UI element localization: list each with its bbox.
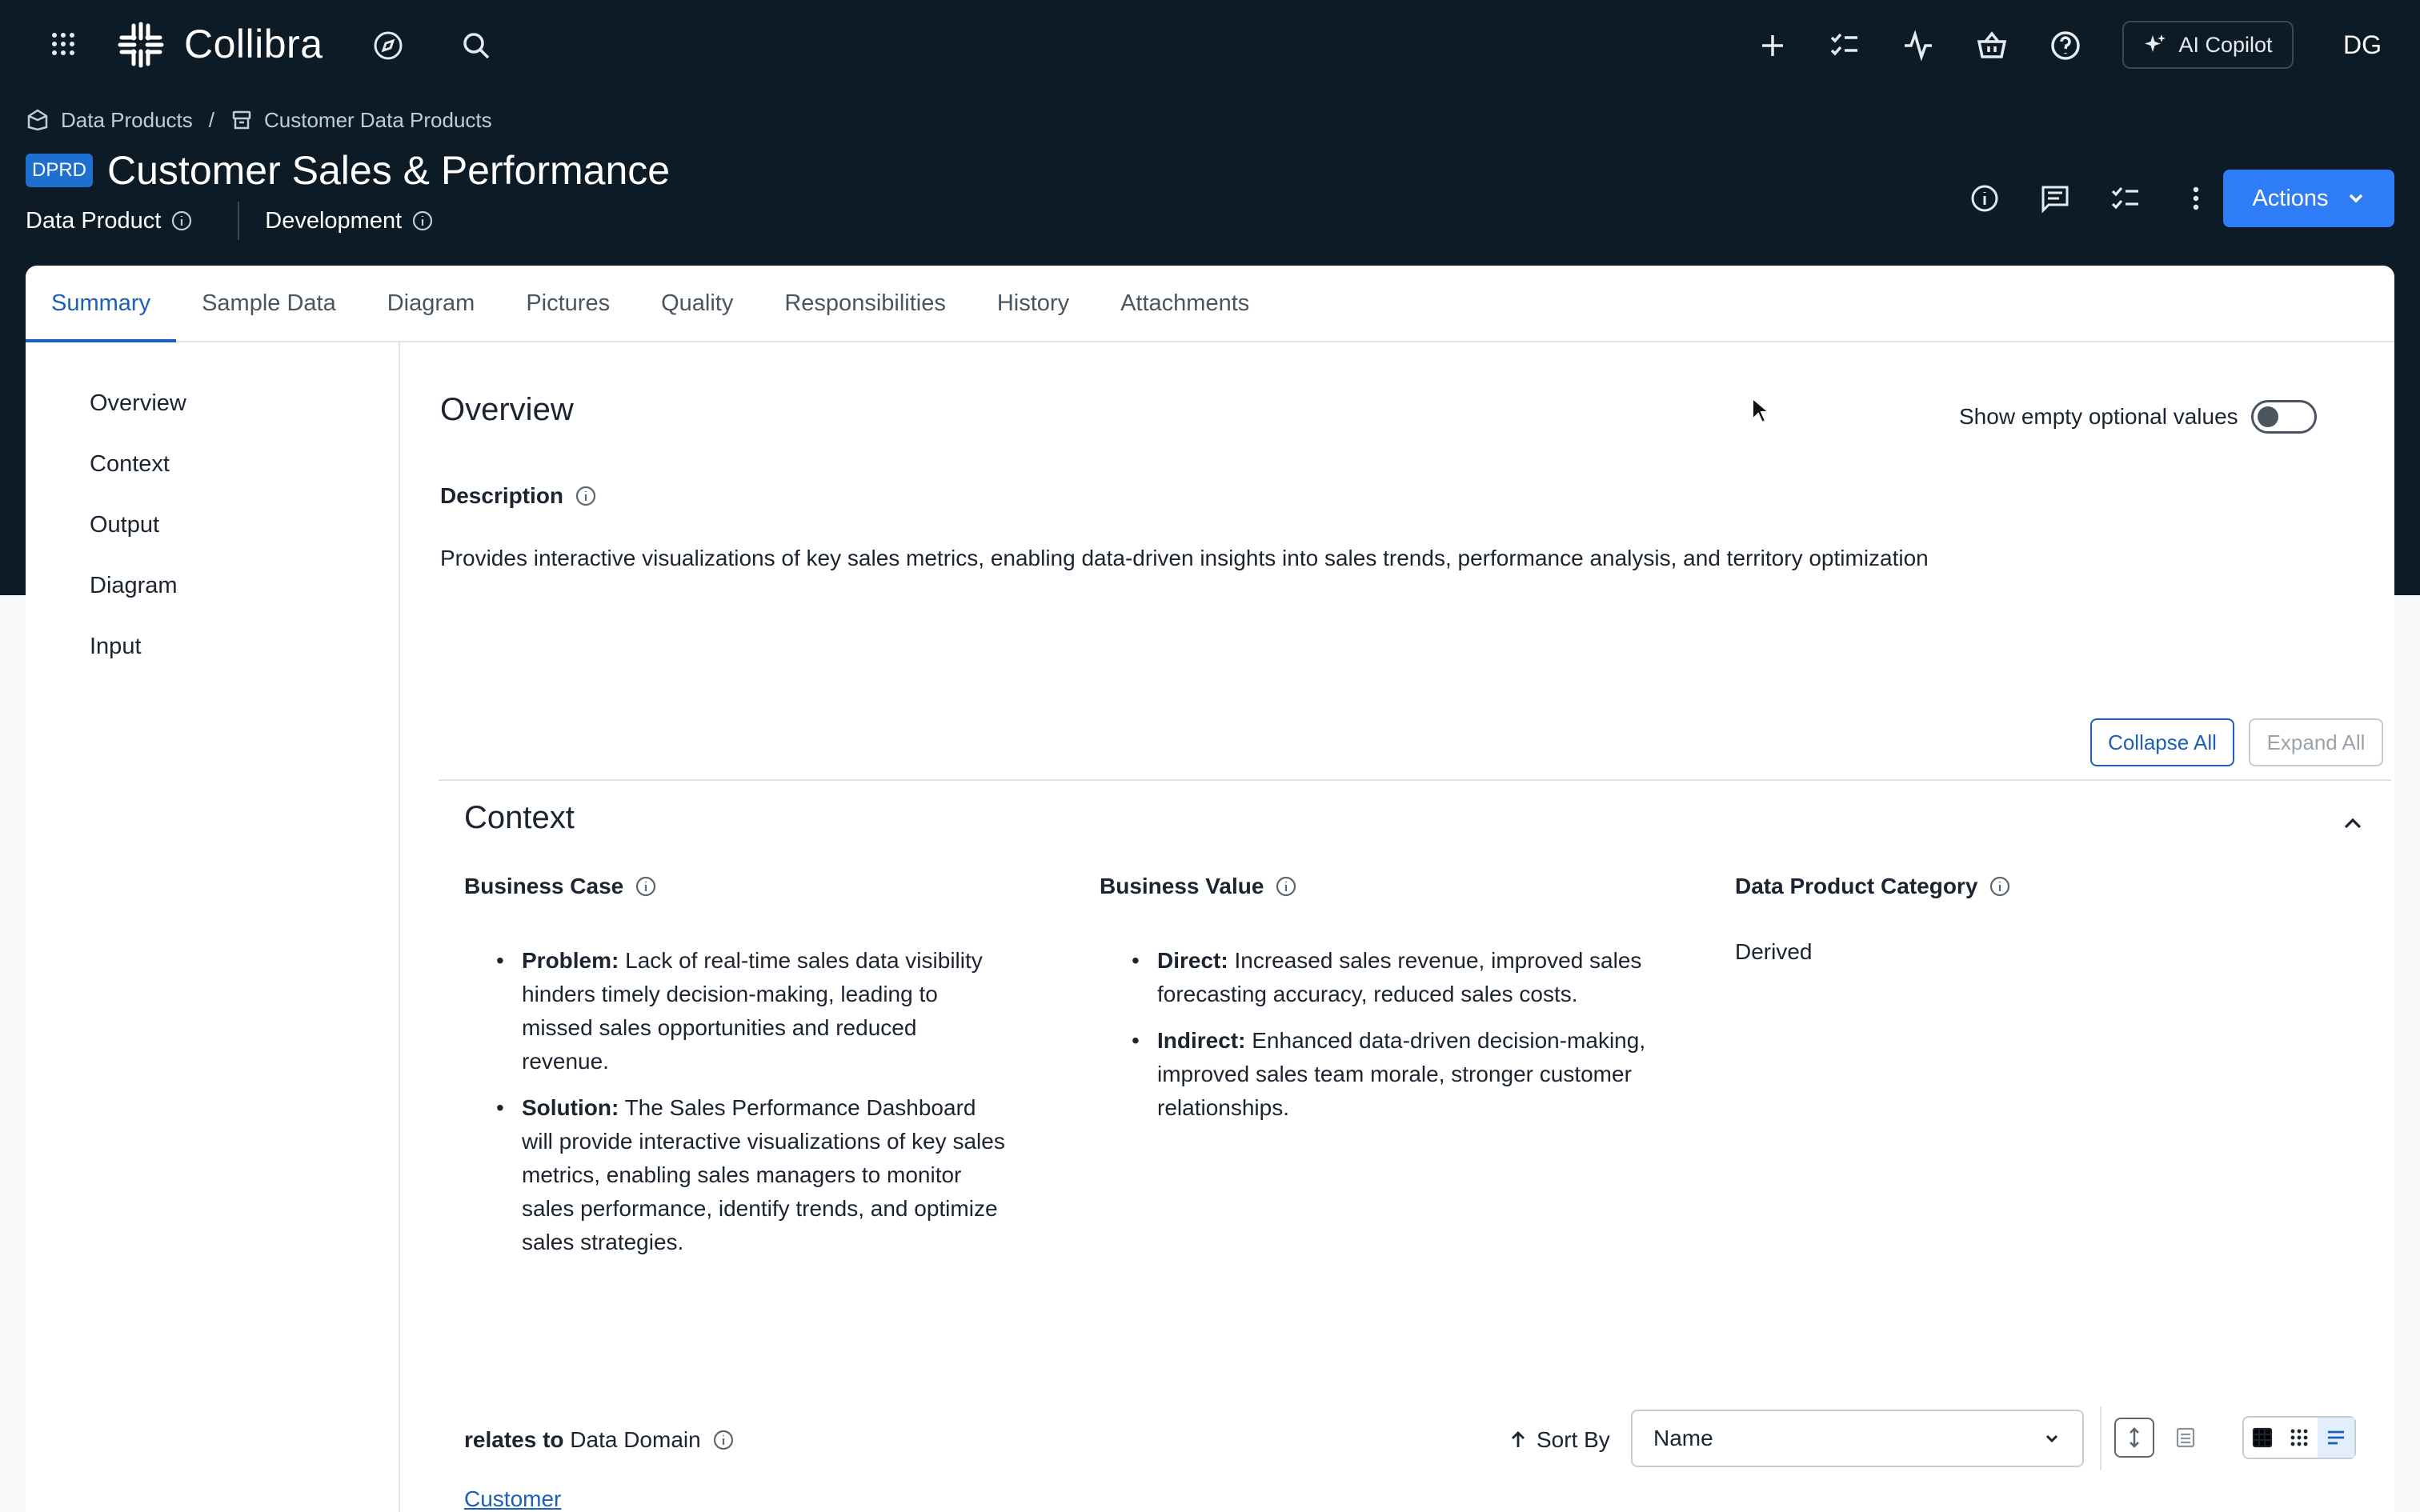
search-icon[interactable]: [456, 26, 496, 66]
data-products-icon: [26, 108, 50, 132]
list-item: [1132, 944, 1652, 1011]
ai-copilot-button[interactable]: [2122, 21, 2294, 69]
breadcrumb-item-customer-data-products[interactable]: Customer Data Products: [263, 107, 492, 132]
breadcrumb-item-data-products[interactable]: Data Products: [61, 107, 193, 132]
user-avatar[interactable]: DG: [2343, 30, 2382, 59]
sort-by-value: Name: [1653, 1426, 1713, 1450]
tab-quality[interactable]: Quality: [661, 290, 734, 316]
info-icon[interactable]: [635, 875, 657, 898]
box-icon: [230, 109, 253, 131]
content-card: [26, 266, 2394, 1512]
compass-icon[interactable]: [368, 26, 408, 66]
business-case-list: [496, 944, 1008, 1272]
chevron-down-icon: [2042, 1429, 2061, 1448]
text-view-icon[interactable]: [2318, 1418, 2354, 1458]
chevron-down-icon: [2346, 189, 2366, 208]
more-vertical-icon[interactable]: [2161, 170, 2231, 227]
asset-status: [265, 208, 434, 234]
collibra-logo-icon[interactable]: [114, 18, 168, 72]
asset-type-badge: DPRD: [26, 154, 93, 187]
actions-label: Actions: [2252, 185, 2329, 211]
asset-meta-row: [26, 202, 434, 240]
info-icon[interactable]: [170, 210, 193, 232]
relation-type: relates to: [464, 1427, 564, 1452]
list-item: [496, 1091, 1008, 1259]
related-domain-link[interactable]: Customer: [464, 1486, 562, 1511]
tasks-icon[interactable]: [2090, 170, 2161, 227]
top-navigation: [0, 0, 2420, 88]
actions-button[interactable]: [2223, 170, 2394, 227]
page-title: Customer Sales & Performance: [107, 148, 671, 193]
description-label: Description: [440, 483, 564, 508]
asset-type-label: Data Product: [26, 207, 162, 234]
tab-responsibilities[interactable]: Responsibilities: [784, 290, 946, 316]
overview-heading: Overview: [440, 392, 574, 427]
section-divider: [439, 779, 2391, 781]
section-navigation: [26, 342, 400, 1512]
business-case-label-row: [464, 874, 657, 899]
context-heading: Context: [464, 800, 575, 835]
toolbar-divider: [2100, 1406, 2101, 1470]
asset-type: [26, 208, 193, 234]
business-value-label: Business Value: [1100, 874, 1264, 898]
business-value-label-row: [1100, 874, 1297, 899]
status-label: Development: [265, 207, 403, 234]
breadcrumb: [26, 104, 492, 136]
show-empty-toggle-row: [1959, 400, 2317, 434]
bullet-key: Problem:: [522, 948, 619, 973]
bullet-text: Enhanced data-driven decision-making, improved sales team morale, stronger customer relationships.: [1157, 1028, 1646, 1120]
plus-icon[interactable]: [1753, 26, 1793, 66]
list-view-icon[interactable]: [2166, 1418, 2206, 1458]
category-label-row: [1735, 874, 2011, 899]
mouse-cursor-icon: [1751, 397, 1772, 426]
relation-label-row: [464, 1427, 735, 1453]
tab-attachments[interactable]: Attachments: [1120, 290, 1250, 316]
grid-view-icon[interactable]: [2281, 1418, 2318, 1458]
bullet-key: Solution:: [522, 1095, 619, 1120]
show-empty-label: Show empty optional values: [1959, 404, 2238, 429]
bullet-key: Direct:: [1157, 948, 1228, 973]
activity-icon[interactable]: [1898, 26, 1938, 66]
chevron-up-icon[interactable]: [2340, 811, 2366, 837]
info-icon[interactable]: [1989, 875, 2011, 898]
toggle-knob: [2258, 406, 2278, 427]
help-icon[interactable]: [2045, 26, 2085, 66]
tab-summary[interactable]: Summary: [26, 266, 176, 341]
basket-icon[interactable]: [1972, 26, 2012, 66]
list-item: [1132, 1024, 1652, 1125]
bullet-text: Increased sales revenue, improved sales forecasting accuracy, reduced sales costs.: [1157, 948, 1642, 1006]
side-nav-diagram[interactable]: Diagram: [90, 573, 178, 598]
relation-target-type: Data Domain: [570, 1427, 701, 1452]
ai-copilot-label: AI Copilot: [2178, 32, 2273, 57]
view-mode-group: [2242, 1416, 2356, 1459]
bullet-text: The Sales Performance Dashboard will provide interactive visualizations of key sales metrics, enabling sales managers to monitor sales performance, identify trends, and optimize sales strategies.: [522, 1095, 1005, 1254]
comments-icon[interactable]: [2020, 170, 2090, 227]
side-nav-context[interactable]: Context: [90, 451, 170, 477]
expand-all-button[interactable]: Expand All: [2249, 718, 2383, 766]
show-empty-toggle[interactable]: [2251, 400, 2317, 434]
info-icon[interactable]: [712, 1429, 735, 1451]
info-icon[interactable]: [411, 210, 434, 232]
expand-vertical-icon[interactable]: [2114, 1418, 2154, 1458]
business-value-list: [1132, 944, 1652, 1138]
main-content: [402, 342, 2394, 1512]
info-icon[interactable]: [1275, 875, 1297, 898]
collapse-all-button[interactable]: Collapse All: [2090, 718, 2234, 766]
side-nav-overview[interactable]: Overview: [90, 390, 186, 416]
sort-by-select[interactable]: [1631, 1410, 2084, 1467]
tab-bar: [26, 266, 2394, 342]
tab-pictures[interactable]: Pictures: [526, 290, 611, 316]
description-label-row: [440, 483, 597, 509]
app-logo-text[interactable]: Collibra: [184, 22, 323, 66]
business-case-label: Business Case: [464, 874, 624, 898]
side-nav-input[interactable]: Input: [90, 634, 142, 659]
header-action-icons: [1949, 170, 2231, 227]
bullet-key: Indirect:: [1157, 1028, 1246, 1053]
tab-diagram[interactable]: Diagram: [387, 290, 475, 316]
table-view-icon[interactable]: [2244, 1418, 2281, 1458]
tasks-icon[interactable]: [1825, 26, 1865, 66]
info-icon[interactable]: [575, 485, 597, 507]
tab-history[interactable]: History: [996, 290, 1070, 316]
info-icon[interactable]: [1949, 170, 2020, 227]
description-text: Provides interactive visualizations of key sales metrics, enabling data-driven insights into sales trends, performance analysis, and territory optimization: [440, 546, 1929, 570]
breadcrumb-separator: /: [208, 107, 214, 132]
list-item: [496, 944, 1008, 1078]
arrow-up-icon: [1508, 1430, 1529, 1450]
title-row: [26, 144, 670, 197]
apps-grid-icon[interactable]: [43, 24, 83, 64]
sort-by-label-row[interactable]: [1508, 1427, 1610, 1453]
tab-sample-data[interactable]: Sample Data: [202, 290, 336, 316]
meta-divider: [238, 202, 239, 240]
bullet-text: Lack of real-time sales data visibility hinders timely decision-making, leading to missed sales opportunities and reduced revenue.: [522, 948, 983, 1074]
category-label: Data Product Category: [1735, 874, 1978, 898]
category-value: Derived: [1735, 939, 1813, 964]
sort-by-label: Sort By: [1537, 1427, 1610, 1452]
side-nav-output[interactable]: Output: [90, 512, 160, 538]
sparkle-icon: [2143, 33, 2167, 57]
